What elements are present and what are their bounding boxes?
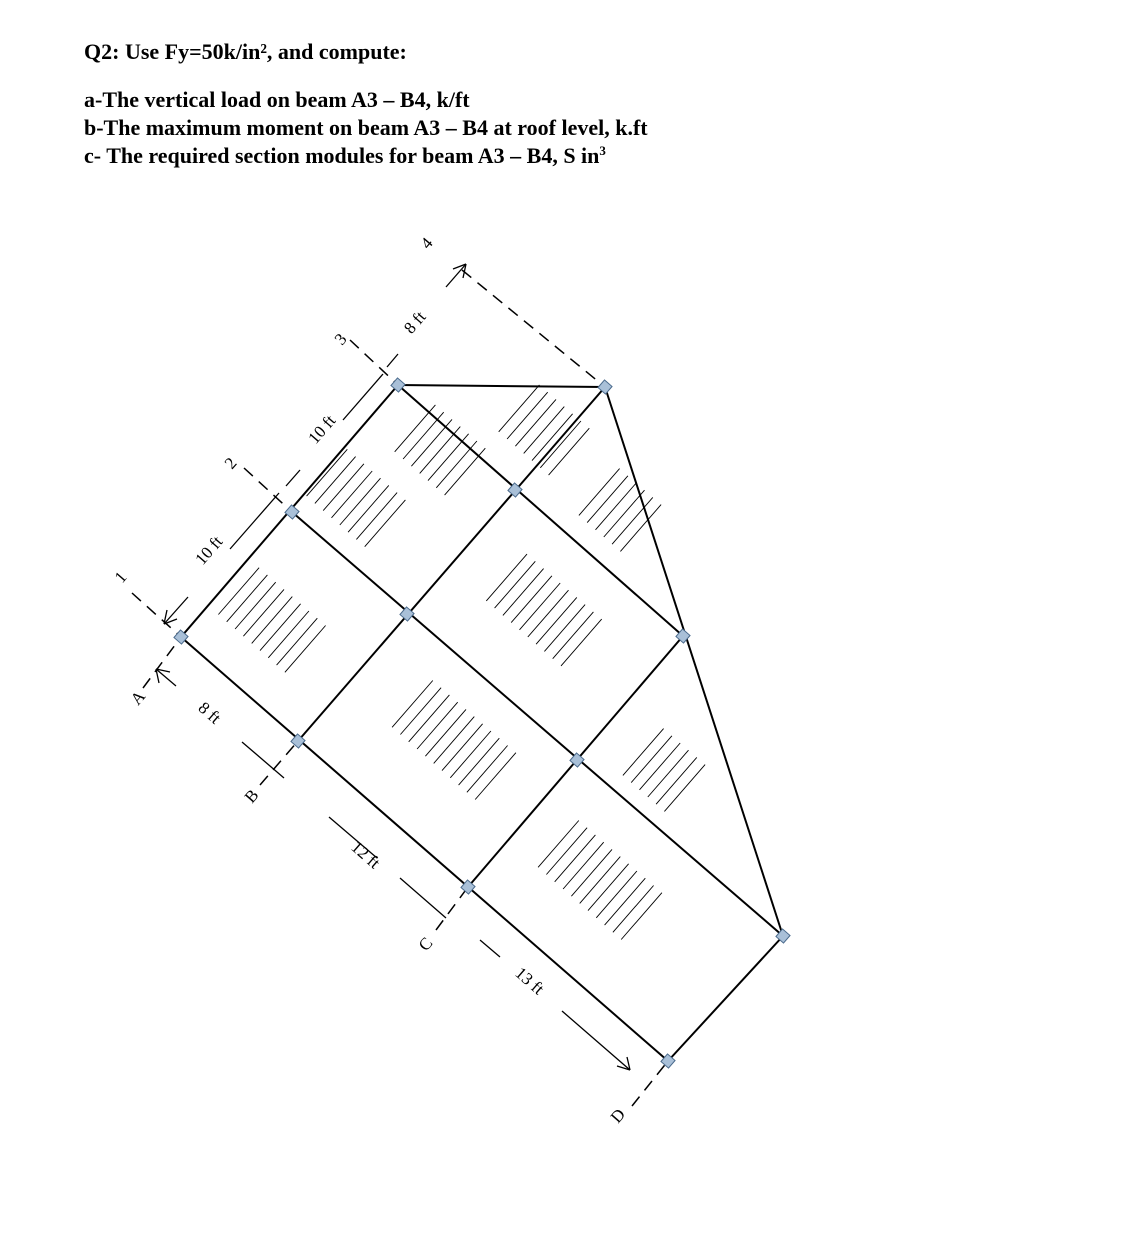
triangle-top-edge (398, 385, 605, 387)
dim-label-3-4: 8 ft (400, 307, 430, 338)
dim-line-2-3a (286, 470, 300, 486)
dim-label-a-b: 8 ft (194, 698, 225, 728)
dash-ext-4 (462, 270, 605, 387)
grid-label-1: 1 (110, 567, 131, 587)
triangle-outer-edge (605, 387, 783, 936)
dim-line-2-3b (343, 374, 383, 420)
dim-label-2-3: 10 ft (304, 411, 340, 448)
plan-labels (111, 233, 629, 1126)
grid-label-d: D (606, 1104, 630, 1127)
dim-label-1-2: 10 ft (191, 532, 227, 569)
dim-label-c-d: 13 ft (511, 963, 548, 999)
dim-line-a-b2 (242, 742, 284, 778)
part-c-exponent: 3 (599, 143, 606, 158)
dim-line-b-c2 (400, 878, 446, 918)
edge-line-d (668, 936, 783, 1061)
grid-label-a: A (126, 686, 150, 709)
edge-line-a (181, 637, 668, 1061)
dim-line-1-2b (230, 493, 279, 549)
column-nodes (174, 378, 790, 1068)
dim-line-3-4a (387, 354, 398, 367)
grid-label-2: 2 (220, 453, 241, 473)
dash-ext-d (632, 1061, 668, 1106)
dim-line-c-d (480, 940, 500, 957)
grid-line-b (298, 387, 605, 741)
grid-label-3: 3 (330, 329, 351, 349)
part-a: a-The vertical load on beam A3 – B4, k/ft (84, 87, 470, 112)
grid-line-3 (398, 385, 683, 636)
grid-label-c: C (414, 933, 437, 955)
dim-label-b-c: 12 ft (347, 837, 384, 873)
dash-ext-c (436, 887, 468, 930)
framing-lines (132, 270, 783, 1106)
dash-ext-1 (132, 593, 181, 637)
dash-ext-a (143, 637, 181, 688)
part-b: b-The maximum moment on beam A3 – B4 at roof level, k.ft (84, 115, 648, 140)
question-title: Q2: Use Fy=50k/in², and compute: (84, 39, 407, 64)
grid-label-b: B (240, 785, 263, 807)
part-c-text: c- The required section modules for beam A3 – B4, S in (84, 143, 600, 168)
grid-label-4: 4 (416, 233, 437, 253)
